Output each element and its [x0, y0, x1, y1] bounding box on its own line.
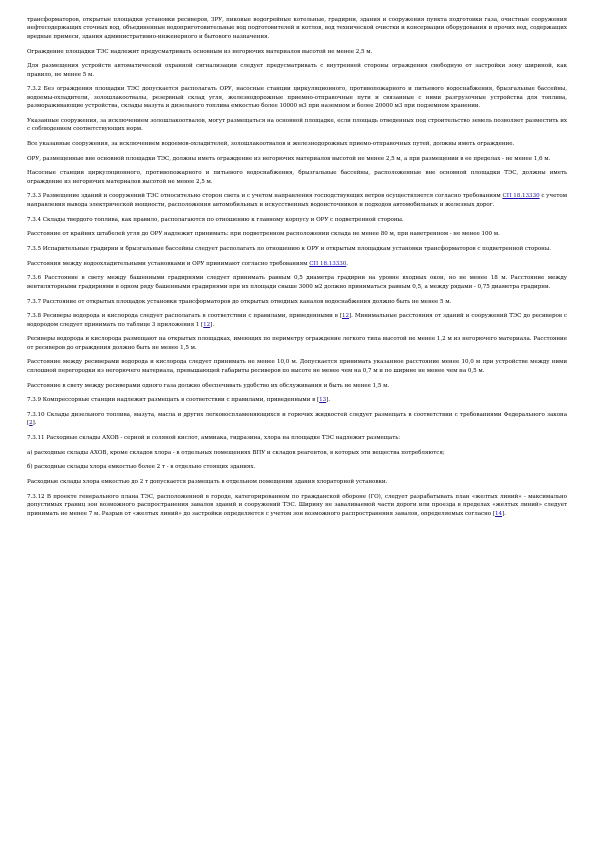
paragraph	[27, 493, 567, 518]
paragraph-text: Ограждение площадки ТЭС надлежит предусматривать основным из негорючих материалов высотой не менее 2,5 м.	[27, 48, 373, 55]
paragraph-text: ].	[326, 397, 330, 404]
paragraph	[27, 358, 567, 375]
paragraph	[27, 463, 567, 471]
paragraph-text: Расстояние от крайних штабелей угля до ОРУ надлежит принимать: при подветренном расположении склада не менее 80 м, при наветренном - не менее 100 м.	[27, 231, 500, 238]
paragraph-text: 7.3.4 Склады твердого топлива, как правило, располагаются по отношению к главному корпусу и ОРУ с подветренной стороны.	[27, 216, 404, 223]
paragraph	[27, 62, 567, 79]
paragraph-text: Расходные склады хлора емкостью до 2 т допускается размещать в отдельном помещении здания хлораторной установки.	[27, 479, 388, 486]
paragraph-text: 7.3.8 Ресиверы водорода и кислорода следует располагать в соответствии с правилами, приведенными в [	[27, 313, 342, 320]
paragraph-text: с учетом направления вывода электрической мощности, расположения автомобильных и искусственных водоисточников и подходов автомобильных и железных дорог.	[27, 193, 567, 208]
paragraph-text: 7.3.6 Расстояние в свету между башенными градирнями следует принимать равным 0,5 диаметра градирни на уровне входных окон, но не менее 18 м. Расстояние между вентиляторными градирнями в одном ряду башенными градирнями при их площади свыше 3000 м2 должно приниматься равным 0,5, а между рядами - 0,75 диаметра градирни.	[27, 275, 567, 290]
paragraph-text: трансформаторов, открытые площадки установки ресиверов, ЗРУ, пиковые водогрейные котельные, градирни, здания и сооружения пункта подготовки газа, очистные сооружения нефтесодержащих сточных вод, объединенные водоприготовительные вод подготовителей и котлов, вод технической очистки и консервации оборудования и прочих вод, содержащих вредные примеси, здания административно-инженерного и бытового назначения.	[27, 17, 567, 40]
paragraph	[27, 449, 567, 457]
paragraph-text: 7.3.3 Размещение зданий и сооружений ТЭС относительно сторон света и с учетом направления господствующих ветров осуществляется согласно требованиям	[27, 193, 503, 200]
paragraph-text: 7.3.10 Склады дизельного топлива, мазута, масла и других легковоспламеняющихся и горючих жидкостей следует размещать в соответствии с требованиями Федерального закона [	[27, 411, 567, 427]
paragraph-text: Все указанные сооружения, за исключением водоемов-охладителей, золошлакоотвалов и железнодорожных приемо-отправочных путей, должны иметь ограждение.	[27, 140, 515, 147]
paragraph-text: 7.3.7 Расстояние от открытых площадок установки трансформаторов до открытых отводных каналов водоснабжения должно быть не менее 5 м.	[27, 298, 452, 305]
reference-link[interactable]: 2	[29, 420, 33, 427]
paragraph	[27, 298, 567, 306]
paragraph	[27, 245, 567, 253]
paragraph	[27, 216, 567, 224]
paragraph	[27, 155, 567, 163]
paragraph	[27, 16, 567, 41]
paragraph-text: Указанные сооружения, за исключением золошлакоотвалов, могут размещаться на основной площадке, если площадь отведенных под строительство земель позволяет разместить их с соблюдением соответствующих норм.	[27, 117, 567, 133]
paragraph	[27, 140, 567, 148]
paragraph	[27, 192, 567, 209]
paragraph	[27, 117, 567, 134]
reference-link[interactable]: СП 18.13330	[309, 260, 347, 267]
paragraph-text: ].	[502, 510, 506, 517]
paragraph-text: ОРУ, размещенные вне основной площадки ТЭС, должны иметь ограждение из негорючих материалов высотой не менее 2,5 м, а при размещении в ее пределах - не менее 1,6 м.	[27, 155, 551, 162]
paragraph-text: Для размещения устройств автоматической охранной сигнализации следует предусматривать с внутренней стороны ограждения свободную от застройки зону шириной, как правило, не менее 5 м.	[27, 63, 567, 78]
paragraph	[27, 169, 567, 186]
paragraph-text: Ресиверы водорода и кислорода размещают на открытых площадках, имеющих по периметру ограждение легкого типа высотой не менее 1,2 м из негорючего материала. Расстояние от ресиверов до ограждения должно быть не менее 1,5 м.	[27, 336, 567, 351]
paragraph	[27, 230, 567, 238]
paragraph	[27, 434, 567, 442]
reference-link[interactable]: 12	[342, 313, 350, 320]
paragraph-text: 7.3.2 Без ограждения площадки ТЭС допускается располагать ОРУ, насосные станции циркуляционного, противопожарного и питьевого водоснабжения, брызгальные бассейны, водоемы-охладители, золошлакоотвалы, резервный склад угля, железнодорожные приемно-отправочные пути и связанные с ними разгрузочные устройства для топлива, размораживающие устройства, склады мазута и дизельного топлива емкостью более 10000 м3 при наземном и более 20000 м3 при подземном хранении.	[27, 86, 567, 110]
paragraph-text: 7.3.11 Расходные склады АХОВ - серной и соляной кислот, аммиака, гидразина, хлора на площадке ТЭС надлежит размещать:	[27, 435, 401, 442]
paragraph-text: 7.3.5 Испарительные градирни и брызгальные бассейны следует располагать по отношению к ОРУ и открытым площадкам установки трансформаторов с подветренной стороны.	[27, 245, 551, 252]
paragraph-text: ].	[32, 420, 37, 427]
paragraph	[27, 382, 567, 390]
paragraph	[27, 335, 567, 352]
reference-link[interactable]: СП 18.13330	[502, 193, 540, 200]
paragraph	[27, 478, 567, 486]
reference-link[interactable]: 13	[319, 397, 327, 404]
paragraph-text: 7.3.9 Компрессорные станции надлежит размещать в соответствии с правилами, приведенными в [	[27, 397, 320, 404]
paragraph-text: .	[346, 260, 348, 267]
paragraph-text: а) расходные склады АХОВ, кроме складов хлора - в отдельных помещениях ВПУ и складов реагентов, в которых эти вещества потребляются;	[27, 449, 445, 456]
paragraph-text: Расстояния между водоохладительными установками и ОРУ принимают согласно требованиям	[27, 260, 310, 267]
paragraph	[27, 48, 567, 56]
paragraph-text: Насосные станции циркуляционного, противопожарного и питьевого водоснабжения, брызгальные бассейны, расположенные вне основной площадки ТЭС, должны иметь ограждение из негорючих материалов высотой не менее 2,5 м.	[27, 170, 567, 185]
paragraph-text: Расстояние в свету между ресиверами одного газа должно обеспечивать удобство их обслуживания и быть не менее 1,5 м.	[27, 382, 390, 389]
paragraph	[27, 85, 567, 110]
paragraph-text: б) расходные склады хлора емкостью более 2 т - в отдельно стоящих зданиях.	[27, 464, 256, 471]
paragraph	[27, 274, 567, 291]
paragraph-text: Расстояние между ресиверами водорода и кислорода следует принимать не менее 10,0 м. Допускается принимать указанное расстояние менее 10,0 м при устройстве между ними сплошной перегородки из негорючего материала, превышающей габариты ресиверов по высоте не менее чем на 0,7 м и по ширине не менее чем на 0,5 м.	[27, 359, 567, 374]
document-body	[27, 16, 567, 524]
paragraph-text: ].	[210, 321, 215, 328]
paragraph	[27, 411, 567, 428]
reference-link[interactable]: 12	[203, 321, 211, 328]
paragraph	[27, 396, 567, 404]
paragraph	[27, 312, 567, 329]
paragraph-text: 7.3.12 В проекте генерального плана ТЭС, расположенной в городе, категорированном по гражданской обороне (ГО), следует разрабатывать план «желтых линий» - максимально допустимых границ зон возможного распространения завалов зданий и сооружений ТЭС. Ширину не заваливаемой части дороги или проезда в пределах «желтых линий» следует принимать не менее 7 м. Разрыв от «желтых линий» до застройки определяется с учетом зон возможного распространения завалов, определяемых согласно [	[27, 493, 567, 517]
reference-link[interactable]: 14	[494, 510, 502, 517]
paragraph	[27, 260, 567, 268]
paragraph-text: ]. Минимальные расстояния от зданий и сооружений ТЭС до ресиверов с водородом следует принимать по таблице 3 приложения 1 [	[27, 313, 567, 328]
